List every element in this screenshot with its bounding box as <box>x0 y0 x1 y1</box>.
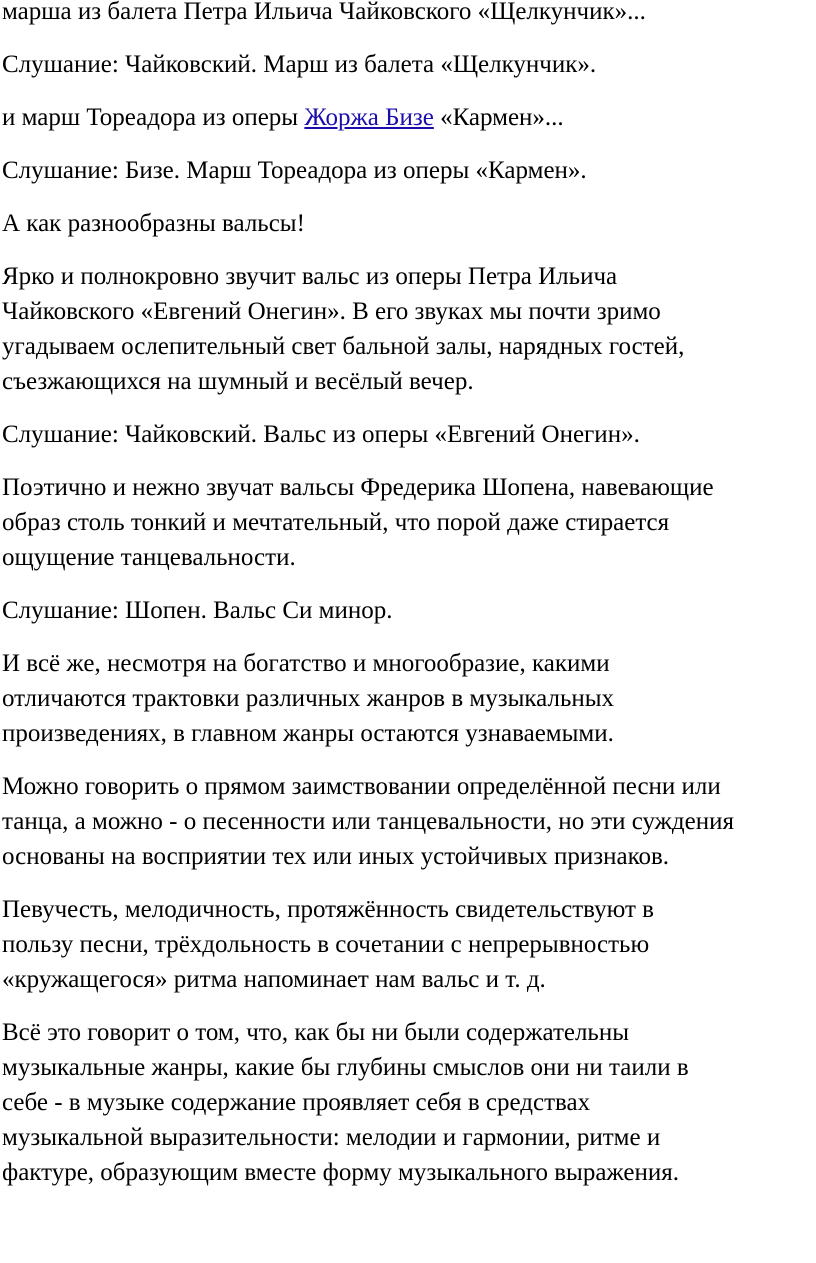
text-line: произведениях, в главном жанры остаются узнаваемыми. <box>2 720 614 747</box>
paragraph-listening-carmen <box>2 153 816 188</box>
text-line: Слушание: Чайковский. Вальс из оперы «Евгений Онегин». <box>2 421 640 448</box>
text-line: А как разнообразны вальсы! <box>2 210 305 237</box>
text-line: Слушание: Бизе. Марш Тореадора из оперы «Кармен». <box>2 157 587 184</box>
text-line: Слушание: Чайковский. Марш из балета «Щелкунчик». <box>2 51 597 78</box>
paragraph-listening-nutcracker <box>2 47 816 82</box>
text-line: Певучесть, мелодичность, протяжённость свидетельствуют в <box>2 896 654 923</box>
text-before-link: и марш Тореадора из оперы <box>2 104 305 131</box>
text-line: «кружащегося» ритма напоминает нам вальс и т. д. <box>2 966 546 993</box>
paragraph-toreador-march <box>2 100 816 135</box>
paragraph-nutcracker-march <box>2 0 816 29</box>
text-line: образ столь тонкий и мечтательный, что порой даже стирается <box>2 509 670 536</box>
paragraph-onegin-waltz <box>2 259 816 399</box>
text-line: Слушание: Шопен. Вальс Си минор. <box>2 597 393 624</box>
text-line: Можно говорить о прямом заимствовании определённой песни или <box>2 773 721 800</box>
paragraph-conclusion <box>2 1015 816 1190</box>
paragraph-borrowing <box>2 769 816 874</box>
paragraph-chopin-waltzes <box>2 470 816 575</box>
text-line: угадываем ослепительный свет бальной залы, нарядных гостей, <box>2 333 685 360</box>
paragraph-waltzes-intro <box>2 206 816 241</box>
text-line: Поэтично и нежно звучат вальсы Фредерика Шопена, навевающие <box>2 474 714 501</box>
text-line: Всё это говорит о том, что, как бы ни были содержательны <box>2 1019 630 1046</box>
paragraph-listening-chopin <box>2 593 816 628</box>
text-line: музыкальной выразительности: мелодии и гармонии, ритме и <box>2 1124 661 1151</box>
text-line: съезжающихся на шумный и весёлый вечер. <box>2 368 474 395</box>
text-line: фактуре, образующим вместе форму музыкального выражения. <box>2 1159 679 1186</box>
text-line: Чайковского «Евгений Онегин». В его звуках мы почти зримо <box>2 298 661 325</box>
text-line: танца, а можно - о песенности или танцевальности, но эти суждения <box>2 808 735 835</box>
text-line: музыкальные жанры, какие бы глубины смыслов они ни таили в <box>2 1054 689 1081</box>
paragraph-melodiousness <box>2 892 816 997</box>
text-line: себе - в музыке содержание проявляет себя в средствах <box>2 1089 591 1116</box>
text-line: И всё же, несмотря на богатство и многообразие, какими <box>2 650 610 677</box>
text-line: пользу песни, трёхдольность в сочетании с непрерывностью <box>2 931 650 958</box>
text-after-link: «Кармен»... <box>433 104 564 131</box>
text-line: основаны на восприятии тех или иных устойчивых признаков. <box>2 843 670 870</box>
text-line: ощущение танцевальности. <box>2 544 296 571</box>
paragraph-genres-recognizable <box>2 646 816 751</box>
paragraph-listening-onegin <box>2 417 816 452</box>
text-line: марша из балета Петра Ильича Чайковского «Щелкунчик»... <box>2 0 646 25</box>
text-line: отличаются трактовки различных жанров в музыкальных <box>2 685 615 712</box>
text-line: Ярко и полнокровно звучит вальс из оперы Петра Ильича <box>2 263 618 290</box>
bizet-link[interactable]: Жоржа Бизе <box>304 104 434 131</box>
